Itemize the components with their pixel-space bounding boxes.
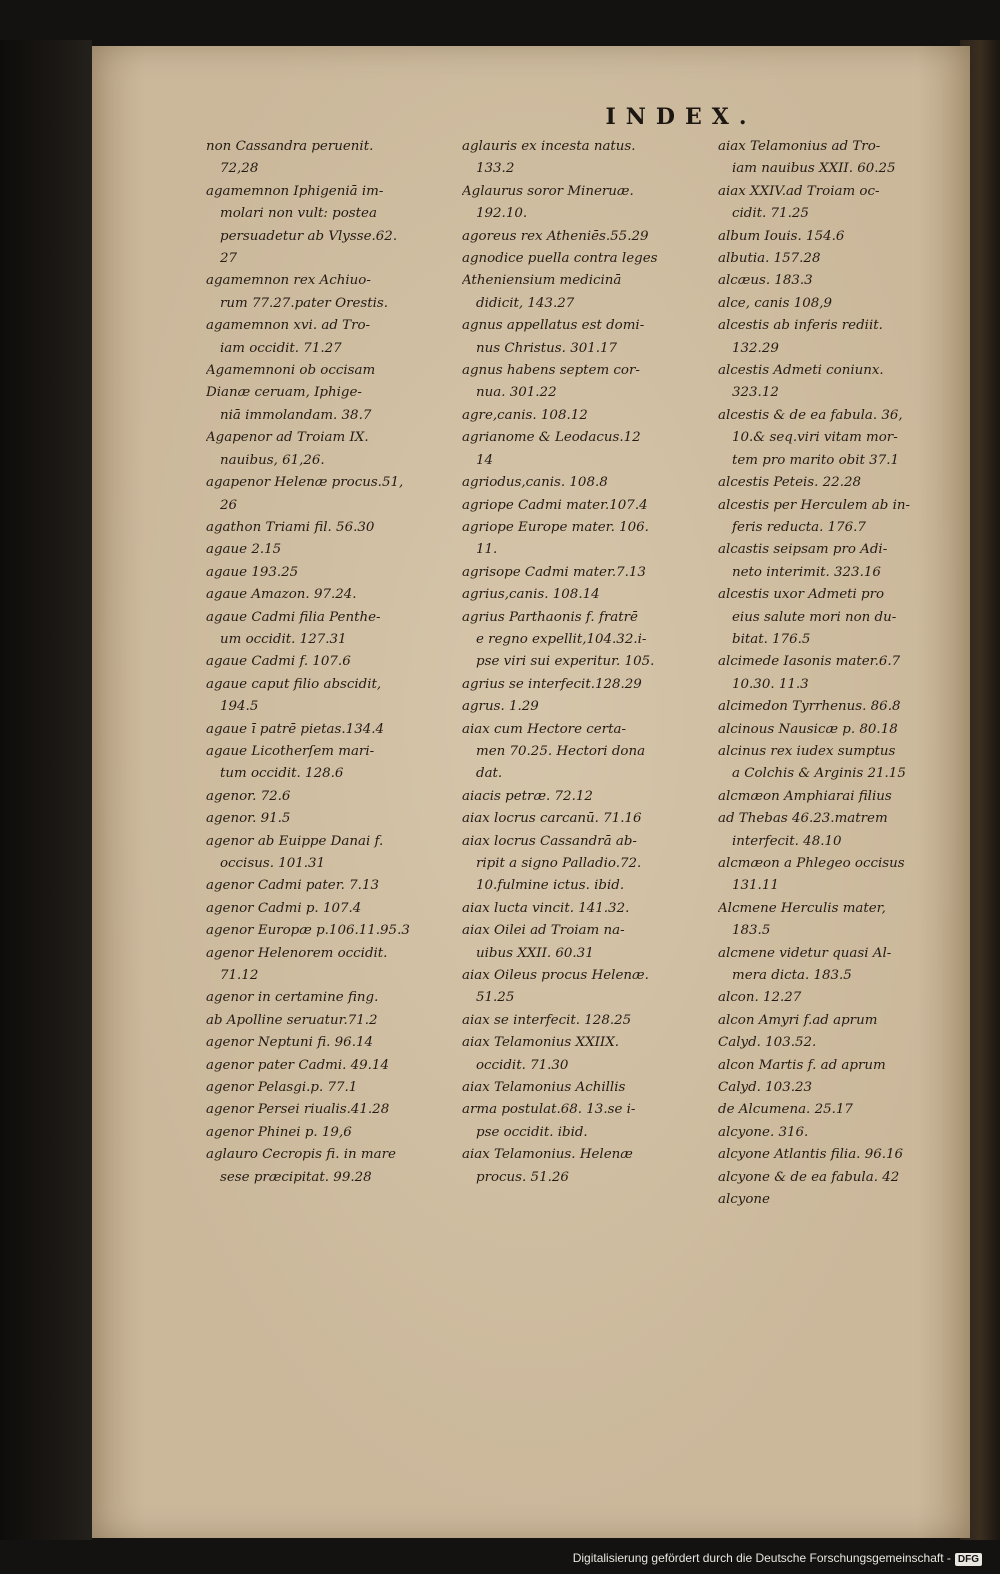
- index-entry: aiax Telamonius Achillis: [462, 1080, 626, 1096]
- index-entry: alcæus. 183.3: [718, 273, 813, 289]
- index-entry: ab Apolline seruatur.71.2: [206, 1012, 378, 1028]
- index-entry: feris reducta. 176.7: [732, 519, 866, 535]
- index-entry: agaue Cadmi filia Penthe-: [206, 609, 381, 625]
- index-entry: Atheniensium medicinā: [462, 273, 622, 289]
- index-entry: cidit. 71.25: [732, 206, 809, 222]
- index-entry: alcimede Iasonis mater.6.7: [718, 654, 901, 670]
- index-entry: niā immolandam. 38.7: [220, 407, 372, 423]
- index-entry: Calyd. 103.52.: [718, 1035, 817, 1051]
- index-entry: tem pro marito obit 37.1: [732, 452, 899, 468]
- index-entry: persuadetur ab Vlysse.62.: [220, 228, 398, 244]
- index-entry: tum occidit. 128.6: [220, 766, 344, 782]
- index-entry: agenor Phinei p. 19,6: [206, 1124, 352, 1140]
- index-entry: alcmene videtur quasi Al-: [718, 945, 892, 961]
- index-entry: alcestis ab inferis rediit.: [718, 318, 883, 334]
- index-entry: agenor Neptuni fi. 96.14: [206, 1035, 373, 1051]
- index-entry: 26: [220, 497, 238, 513]
- index-entry: agenor Cadmi pater. 7.13: [206, 878, 379, 894]
- index-entry: pse occidit. ibid.: [476, 1124, 588, 1140]
- index-entry: ad Thebas 46.23.matrem: [718, 811, 888, 827]
- index-entry: aglauris ex incesta natus.: [462, 139, 636, 154]
- index-entry: agriope Europe mater. 106.: [462, 519, 649, 535]
- index-entry: a Colchis & Arginis 21.15: [732, 766, 906, 782]
- index-entry: occisus. 101.31: [220, 856, 326, 871]
- index-entry: alcon. 12.27: [718, 990, 802, 1006]
- index-entry: e regno expellit,104.32.i-: [476, 631, 647, 647]
- index-entry: agoreus rex Atheniēs.55.29: [462, 228, 649, 244]
- index-entry: interfecit. 48.10: [732, 833, 842, 849]
- index-entry: 11.: [476, 542, 498, 558]
- index-entry: agenor pater Cadmi. 49.14: [206, 1057, 389, 1073]
- index-entry: alcestis per Herculem ab in-: [718, 497, 911, 513]
- index-entry: alcastis seipsam pro Adi-: [718, 542, 888, 558]
- index-entry: agenor Cadmi p. 107.4: [206, 900, 362, 916]
- index-entry: molari non vult: postea: [220, 206, 377, 222]
- index-entry: alcmæon a Phlegeo occisus: [718, 856, 905, 871]
- index-entry: 71.12: [220, 968, 259, 984]
- index-entry: agapenor Helenæ procus.51,: [206, 475, 404, 491]
- index-entry: agrisope Cadmi mater.7.13: [462, 564, 646, 580]
- index-entry: ripit a signo Palladio.72.: [476, 856, 642, 871]
- index-entry: 133.2: [476, 161, 515, 177]
- index-entry: alcestis Admeti coniunx.: [718, 363, 884, 379]
- index-entry: 27: [220, 251, 238, 267]
- index-entry: alce, canis 108,9: [718, 295, 833, 311]
- index-entry: 192.10.: [476, 206, 528, 222]
- index-entry: agriodus,canis. 108.8: [462, 475, 608, 491]
- index-entry: aiax Telamonius. Helenæ: [462, 1147, 633, 1163]
- index-entry: aiax Telamonius ad Tro-: [718, 139, 881, 154]
- index-columns: [206, 136, 958, 1322]
- index-entry: agaue Cadmi f. 107.6: [206, 654, 351, 670]
- index-entry: aiacis petræ. 72.12: [462, 788, 593, 804]
- index-entry: album Iouis. 154.6: [718, 228, 845, 244]
- index-entry: Aglaurus soror Mineruæ.: [462, 183, 634, 199]
- running-head: INDEX.: [605, 104, 757, 130]
- index-entry: 14: [476, 452, 494, 468]
- index-entry: arma postulat.68. 13.se i-: [462, 1102, 636, 1118]
- index-entry: 194.5: [220, 699, 259, 715]
- index-entry: uibus XXII. 60.31: [476, 945, 594, 961]
- index-entry: 10.fulmine ictus. ibid.: [476, 878, 625, 894]
- index-entry: bitat. 176.5: [732, 631, 811, 647]
- book-cover-left-edge: [0, 40, 92, 1540]
- index-entry: de Alcumena. 25.17: [718, 1102, 853, 1118]
- index-entry: aiax se interfecit. 128.25: [462, 1012, 632, 1028]
- index-entry: agre,canis. 108.12: [462, 407, 588, 423]
- index-entry: aiax cum Hectore certa-: [462, 721, 626, 737]
- index-entry: 131.11: [732, 878, 779, 894]
- index-entry: Agamemnoni ob occisam: [206, 363, 376, 379]
- index-entry: aiax locrus carcanū. 71.16: [462, 811, 642, 827]
- index-entry: agrius se interfecit.128.29: [462, 676, 642, 692]
- index-entry: agaue Licotherſem mari-: [206, 743, 375, 759]
- index-entry: alcon Martis f. ad aprum: [718, 1057, 886, 1073]
- index-entry: alcestis uxor Admeti pro: [718, 587, 885, 603]
- index-entry: men 70.25. Hectori dona: [476, 743, 646, 759]
- index-entry: Alcmene Herculis mater,: [718, 900, 886, 916]
- index-entry: eius salute mori non du-: [732, 609, 897, 625]
- index-entry: agaue caput filio abscidit,: [206, 676, 382, 692]
- index-entry: 72,28: [220, 161, 259, 177]
- index-entry: procus. 51.26: [476, 1169, 569, 1185]
- index-entry: iam occidit. 71.27: [220, 340, 342, 356]
- index-column-2: [462, 136, 702, 1322]
- index-entry: dat.: [476, 766, 503, 782]
- index-column-1: [206, 136, 446, 1322]
- index-entry: nus Christus. 301.17: [476, 340, 618, 356]
- index-entry: aiax Oilei ad Troiam na-: [462, 923, 625, 939]
- index-entry: agnus habens septem cor-: [462, 363, 640, 379]
- index-entry: aiax XXIV.ad Troiam oc-: [718, 183, 880, 199]
- index-entry: 51.25: [476, 990, 515, 1006]
- index-entry: didicit, 143.27: [476, 295, 575, 311]
- index-entry: nua. 301.22: [476, 385, 557, 401]
- index-entry: iam nauibus XXII. 60.25: [732, 161, 896, 177]
- index-column-3: [718, 136, 958, 1322]
- index-entry: neto interimit. 323.16: [732, 564, 881, 580]
- index-entry: Dianæ ceruam, Iphige-: [206, 385, 362, 401]
- index-entry: aglauro Cecropis fi. in mare: [206, 1147, 396, 1163]
- index-entry: non Cassandra peruenit.: [206, 139, 374, 154]
- index-entry: 10.& seq.viri vitam mor-: [732, 430, 898, 446]
- index-entry: alcestis & de ea fabula. 36,: [718, 407, 903, 423]
- index-entry: agaue 193.25: [206, 564, 299, 580]
- index-entry: agenor. 72.6: [206, 788, 291, 804]
- index-entry: Calyd. 103.23: [718, 1080, 813, 1096]
- index-entry: 132.29: [732, 340, 779, 356]
- index-entry: agathon Triami fil. 56.30: [206, 519, 375, 535]
- index-entry: agenor. 91.5: [206, 811, 291, 827]
- index-entry: agrus. 1.29: [462, 699, 539, 715]
- index-entry: aiax lucta vincit. 141.32.: [462, 900, 630, 916]
- index-entry: agenor in certamine fing.: [206, 990, 379, 1006]
- index-entry: alcyone Atlantis filia. 96.16: [718, 1147, 904, 1163]
- index-entry: agamemnon xvi. ad Tro-: [206, 318, 371, 334]
- index-entry: alcimedon Tyrrhenus. 86.8: [718, 699, 901, 715]
- index-entry: aiax Telamonius XXIIX.: [462, 1035, 619, 1051]
- index-entry: agaue ī patrē pietas.134.4: [206, 721, 385, 737]
- index-entry: rum 77.27.pater Orestis.: [220, 295, 389, 311]
- index-entry: 323.12: [732, 385, 779, 401]
- index-entry: agenor Persei riualis.41.28: [206, 1102, 390, 1118]
- index-entry: alcinous Nausicæ p. 80.18: [718, 721, 898, 737]
- footer-credit-text: Digitalisierung gefördert durch die Deutsche Forschungsgemeinschaft -: [572, 1551, 951, 1565]
- index-entry: Agapenor ad Troiam IX.: [206, 430, 369, 446]
- index-entry: occidit. 71.30: [476, 1057, 569, 1073]
- index-entry: agenor Europæ p.106.11.95.3: [206, 923, 410, 939]
- index-entry: agenor Pelasgi.p. 77.1: [206, 1080, 358, 1096]
- index-entry: sese præcipitat. 99.28: [220, 1169, 372, 1185]
- index-entry: aiax Oileus procus Helenæ.: [462, 968, 649, 984]
- index-entry: mera dicta. 183.5: [732, 968, 852, 984]
- index-entry: agenor Helenorem occidit.: [206, 945, 388, 961]
- index-entry: agrius,canis. 108.14: [462, 587, 600, 603]
- index-entry: agamemnon rex Achiuo-: [206, 273, 371, 289]
- index-entry: agenor ab Euippe Danai f.: [206, 833, 384, 849]
- index-entry: agriope Cadmi mater.107.4: [462, 497, 648, 513]
- index-entry: 183.5: [732, 923, 771, 939]
- digitization-footer: [573, 1551, 982, 1566]
- index-entry: alcyone. 316.: [718, 1124, 809, 1140]
- index-entry: agnodice puella contra leges: [462, 251, 658, 267]
- index-entry: agrius Parthaonis f. fratrē: [462, 609, 638, 625]
- index-entry: agamemnon Iphigeniā im-: [206, 183, 384, 199]
- index-entry: pse viri sui experitur. 105.: [476, 654, 655, 670]
- index-entry: nauibus, 61,26.: [220, 452, 325, 468]
- index-entry: agrianome & Leodacus.12: [462, 430, 641, 446]
- index-entry: alcyone & de ea fabula. 42: [718, 1169, 900, 1185]
- index-entry: 10.30. 11.3: [732, 676, 809, 692]
- dfg-logo-icon: DFG: [955, 1553, 982, 1566]
- index-entry: um occidit. 127.31: [220, 631, 347, 647]
- index-entry: alcmæon Amphiarai filius: [718, 788, 892, 804]
- index-entry: agnus appellatus est domi-: [462, 318, 645, 334]
- index-entry: agaue 2.15: [206, 542, 282, 558]
- index-entry: agaue Amazon. 97.24.: [206, 587, 357, 603]
- index-entry: alcestis Peteis. 22.28: [718, 475, 861, 491]
- index-entry: alcyone: [718, 1192, 770, 1208]
- index-entry: aiax locrus Cassandrā ab-: [462, 833, 637, 849]
- index-entry: albutia. 157.28: [718, 251, 821, 267]
- index-entry: alcon Amyri f.ad aprum: [718, 1012, 878, 1028]
- index-entry: alcinus rex iudex sumptus: [718, 743, 896, 759]
